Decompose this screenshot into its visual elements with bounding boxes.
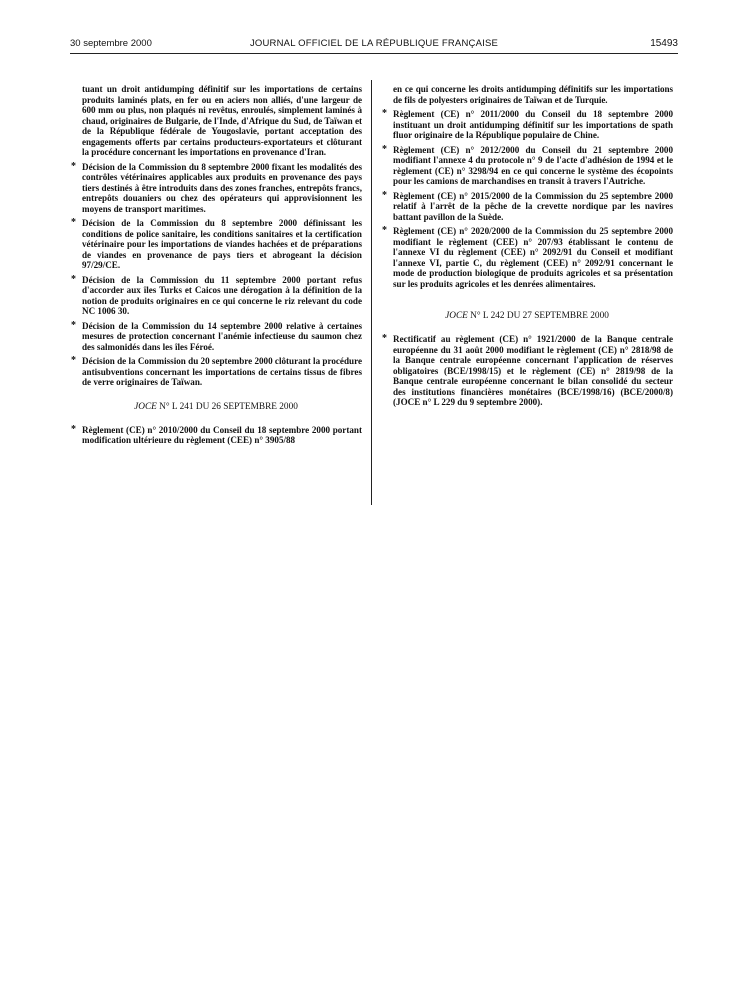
list-item: [381, 145, 673, 187]
continuation-text: en ce qui concerne les droits antidumping définitifs sur les importations de fils de polyesters originaires de Taïwan et de Turquie.: [393, 84, 673, 105]
section-heading: [70, 402, 362, 413]
bullet-asterisk: *: [382, 225, 387, 236]
list-item: [70, 275, 362, 317]
bullet-asterisk: *: [382, 143, 387, 155]
bullet-asterisk: *: [71, 273, 76, 285]
entry-text: Règlement (CE) n° 2020/2000 de la Commission du 25 septembre 2000 modifiant le règlement (CEE) n° 207/93 établissant le contenu de l'annexe VI du règlement (CEE) n° 2092/91 du Conseil et modifiant l'annexe VI, partie C, du règlement (CEE) n° 2092/91 concernant le mode de production biologique de produits agricoles et sa présentation sur les produits agricoles et les denrées alimentaires.: [393, 226, 673, 289]
entry-text: Décision de la Commission du 8 septembre 2000 définissant les conditions de police sanitaire, les conditions sanitaires et la certification vétérinaire pour les importations de viandes hachées et de préparations de viandes en provenance de pays tiers et abrogeant la décision 97/29/CE.: [82, 218, 362, 270]
header-rule: [70, 53, 678, 54]
section-heading-issue: N° L 242 DU 27 SEPTEMBRE 2000: [470, 311, 609, 321]
entry-text: Règlement (CE) n° 2011/2000 du Conseil du 18 septembre 2000 instituant un droit antidumping définitif sur les importations de spath fluor originaire de la République populaire de Chine.: [393, 109, 673, 140]
list-item: [70, 162, 362, 215]
entry-text: Décision de la Commission du 20 septembre 2000 clôturant la procédure antisubventions concernant les importations de certains tissus de fibres de verre originaires de Taïwan.: [82, 356, 362, 387]
bullet-asterisk: *: [382, 108, 387, 119]
entry-text: Règlement (CE) n° 2015/2000 de la Commission du 25 septembre 2000 relatif à l'arrêt de la pêche de la crevette nordique par les navires battant pavillon de la Suède.: [393, 190, 673, 222]
page-number: 15493: [650, 38, 678, 49]
entry-text: Rectificatif au règlement (CE) n° 1921/2000 de la Banque centrale européenne du 31 août 2000 modifiant le règlement (CE) n° 2818/98 de la Banque centrale européenne concernant l'application de réserves obligatoires (BCE/1998/15) et le règlement (CE) n° 2819/98 de la Banque centrale européenne concernant le bilan consolidé du secteur des institutions financières monétaires (BCE/1998/16) (BCE/2000/8) (JOCE n° L 229 du 9 septembre 2000).: [393, 334, 673, 407]
section-heading: [381, 311, 673, 322]
entry-text: Décision de la Commission du 14 septembre 2000 relative à certaines mesures de protection concernant l'anémie infectieuse du saumon chez des salmonidés dans les îles Féroé.: [82, 320, 362, 352]
bullet-asterisk: *: [71, 319, 76, 331]
header-date: 30 septembre 2000: [70, 38, 152, 49]
section-heading-journal: JOCE: [445, 311, 468, 321]
entry-text: Règlement (CE) n° 2010/2000 du Conseil du 18 septembre 2000 portant modification ultérieure du règlement (CEE) n° 3905/88: [82, 424, 362, 445]
column-divider: [371, 80, 372, 505]
list-item: [70, 218, 362, 271]
continuation-text: tuant un droit antidumping définitif sur les importations de certains produits laminés plats, en fer ou en aciers non alliés, d'une largeur de 600 mm ou plus, non plaqués ni revêtus, enroulés, simplement laminés à chaud, originaires de Bulgarie, de l'Inde, d'Afrique du Sud, de Taïwan et de la République fédérale de Yougoslavie, portant acceptation des engagements offerts par certains producteurs-exportateurs et clôturant la procédure concernant les importations en provenance d'Iran.: [82, 84, 362, 157]
journal-title: JOURNAL OFFICIEL DE LA RÉPUBLIQUE FRANÇAISE: [249, 38, 499, 49]
entry-text: Décision de la Commission du 8 septembre 2000 fixant les modalités des contrôles vétérinaires applicables aux produits en provenance des pays tiers destinés à être introduits dans des zones franches, entrepôts francs, entrepôts douaniers ou chez des opérateurs qui approvisionnent les moyens de transport maritimes.: [82, 161, 362, 214]
list-item: [381, 109, 673, 141]
bullet-asterisk: *: [71, 217, 76, 228]
bullet-asterisk: *: [71, 423, 76, 435]
list-item: [70, 425, 362, 446]
left-column: [70, 84, 362, 450]
section-heading-issue: N° L 241 DU 26 SEPTEMBRE 2000: [159, 401, 298, 412]
list-item: [70, 321, 362, 353]
bullet-asterisk: *: [71, 355, 76, 366]
entry-text: Décision de la Commission du 11 septembre 2000 portant refus d'accorder aux îles Turks et Caicos une dérogation à la définition de la notion de produits originaires en ce qui concerne le riz relevant du code NC 1006 30.: [82, 274, 362, 316]
page-header: [70, 38, 678, 52]
entry-text: Règlement (CE) n° 2012/2000 du Conseil du 21 septembre 2000 modifiant l'annexe 4 du protocole n° 9 de l'acte d'adhésion de 1994 et le règlement (CE) n° 3298/94 en ce qui concerne le système des écopoints pour les camions de marchandises en transit à travers l'Autriche.: [393, 144, 673, 186]
bullet-asterisk: *: [71, 160, 76, 172]
right-column: [381, 84, 673, 412]
bullet-asterisk: *: [382, 189, 387, 201]
list-item: [70, 356, 362, 388]
list-item: [381, 334, 673, 408]
bullet-asterisk: *: [382, 333, 387, 344]
section-heading-journal: JOCE: [134, 401, 157, 412]
list-item: [381, 226, 673, 289]
list-item: [381, 191, 673, 223]
